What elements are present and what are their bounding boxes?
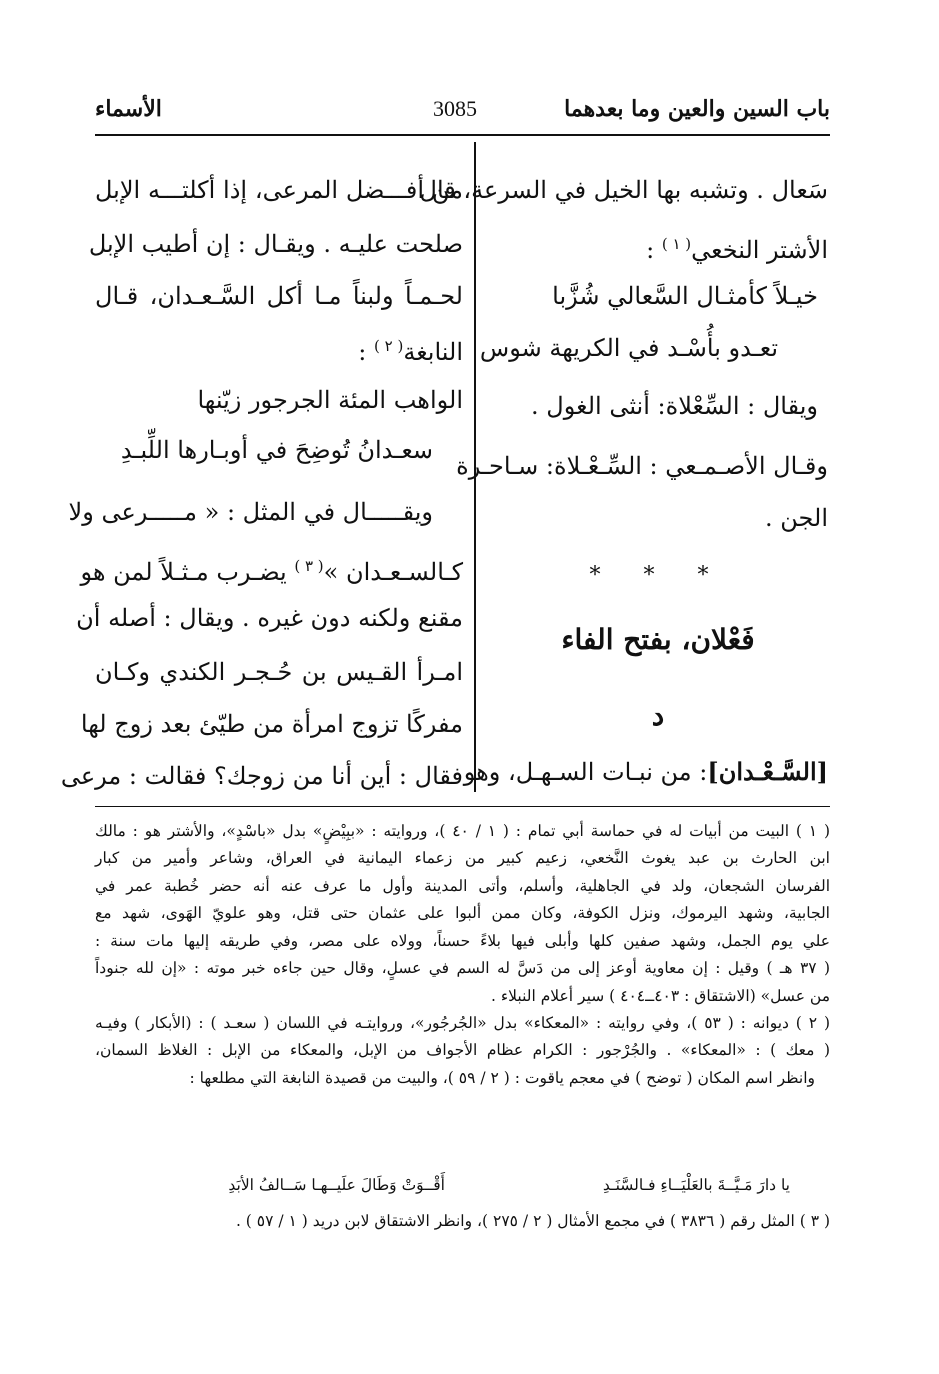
footnote-line: من عسل» (الاشتقاق : ٤٠٣ــ٤٠٤ ) سير أعلام النبلاء . bbox=[491, 987, 830, 1005]
footnote-ref: ( ١ ) bbox=[661, 235, 692, 253]
text-line bbox=[358, 328, 463, 364]
text-segment: الأشتر النخعي bbox=[691, 236, 828, 264]
page-number: 3085 bbox=[433, 96, 477, 121]
header-rule bbox=[95, 134, 830, 136]
verse-first-hemistich: يا دارَ مَـيَّــةَ بالعَلْيَــاءِ فـالسَّنَـدِ bbox=[602, 1176, 790, 1194]
text-line: الجن . bbox=[765, 504, 828, 532]
page-header bbox=[95, 96, 830, 132]
footnote-line: ( ٣٧ هـ ) وقيل : إن معاوية أوعز إلى من دَسَّ له السم في عسلٍ، وقال حين جاءه خبر موته : «إن لله جنوداً bbox=[95, 959, 830, 977]
text-line: ويقال : السِّعْلاة: أنثى الغول . bbox=[531, 392, 818, 420]
text-line: لحـمـاً ولبناً مـا أكل السَّـعـدان، قـال bbox=[95, 282, 463, 310]
entry-text: : من نبـات السـهـل، وهو bbox=[463, 758, 708, 786]
column-divider bbox=[474, 142, 476, 792]
entry-term: [السَّـعْـدان] bbox=[707, 757, 828, 786]
footnote-line: وانظر اسم المكان ( توضح ) في معجم ياقوت : ( ٢ / ٥٩ )، والبيت من قصيدة النابغة التي مطلعها : bbox=[189, 1069, 815, 1087]
footnote-verse bbox=[150, 1172, 830, 1198]
header-left-title: الأسماء bbox=[95, 96, 162, 122]
text-line: وقـال الأصـمـعي : السِّـعْـلاة: سـاحـرة bbox=[456, 452, 828, 480]
text-line: صلحت عليـه . ويقـال : إن أطيب الإبل bbox=[88, 230, 463, 258]
footnote-rule bbox=[95, 806, 830, 807]
colon: : bbox=[358, 338, 367, 366]
text-line: من أفـــضل المرعى، إذا أكلتـــه الإبل bbox=[95, 176, 463, 204]
footnote-line: الفرسان الشجعان، ولد في الجاهلية، وأسلم، وأتى المدينة وأول ما عرف عنه أنه حضر خُطبة عمر في bbox=[95, 877, 830, 895]
verse-line: تعـدو بأُسْـد في الكريهة شوس bbox=[479, 334, 778, 362]
footnote-line: ابن الحارث بن عبد يغوث النَّخعي، زعيم كبير من زعماء اليمانية في العراق، وشاعر وأمير من كبار bbox=[95, 849, 830, 867]
verse-second-hemistich: أَقْــوَتْ وَطَالَ علَيــهـا سَــالفُ الأبَدِ bbox=[228, 1176, 445, 1194]
footnote-line: ( معك ) : «المعكاء» . والجُرْجور : الكرام عظام الأجواف من الإبل، والمعكاء من الإبل : الغلاظ السمان، bbox=[95, 1041, 830, 1059]
section-letter: د bbox=[651, 699, 665, 732]
footnote-line: ( ١ ) البيت من أبيات له في حماسة أبي تمام : ( ١ / ٤٠ )، وروايته : «ببِيْضٍ» بدل «باسْدٍ»، والأشتر هو : مالك bbox=[95, 822, 830, 840]
footnote-line: ( ٣ ) المثل رقم ( ٣٨٣٦ ) في مجمع الأمثال ( ٢ / ٢٧٥ )، وانظر الاشتقاق لابن دريد ( ١ / ٥٧ ) . bbox=[235, 1212, 830, 1230]
colon: : bbox=[646, 236, 655, 264]
text-line: فقال : أين أنا من زوجك؟ فقالت : مرعى bbox=[60, 762, 463, 790]
text-segment: النابغة bbox=[403, 338, 463, 366]
footnote-line: علي يوم الجمل، وشهد صفين كلها وأبلى فيها بلاءً حسناً، وولاه على مصر، وفي طريقه إليها مات سنة : bbox=[95, 932, 830, 950]
text-line: مقنع ولكنه دون غيره . ويقال : أصله أن bbox=[76, 604, 463, 632]
footnote-line: الجابية، وشهد اليرموك، ونزل الكوفة، وكان ممن ألبوا على عثمان حتى قتل، وهو علويّ الهَوى، شهد مع bbox=[95, 904, 830, 922]
footnote-ref: ( ٢ ) bbox=[374, 337, 404, 355]
section-heading: فَعْلان، بفتح الفاء bbox=[561, 623, 755, 656]
footnote-line: ( ٢ ) ديوانه : ( ٥٣ )، وفي روايته : «المعكاء» بدل «الجُرجُور»، وروايتـه في اللسان ( سعـد ) : (الأبكار ) وفيـه bbox=[95, 1014, 830, 1032]
text-line bbox=[646, 226, 828, 262]
text-line: مفركًا تزوج امرأة من طيّئ بعد زوج لها bbox=[80, 710, 463, 738]
text-segment: يضـرب مـثـلاً لمن هو bbox=[80, 558, 287, 586]
footnote-ref: ( ٣ ) bbox=[294, 557, 324, 575]
separator-stars: * * * bbox=[589, 563, 727, 588]
text-line: سَعال . وتشبه بها الخيل في السرعة، قال bbox=[419, 176, 828, 204]
text-line bbox=[80, 548, 463, 584]
verse-line: سعـدانُ تُوضِحَ في أوبـارها اللِّبـدِ bbox=[120, 436, 433, 464]
header-right-title: باب السين والعين وما بعدهما bbox=[564, 96, 830, 122]
verse-line: خيـلاً كأمثـال السَّعالي شُزَّبا bbox=[552, 282, 818, 310]
text-line: امـرأ القـيس بن حُـجـر الكندي وكـان bbox=[95, 658, 463, 686]
entry-line bbox=[464, 754, 828, 790]
verse-line: الواهب المئة الجرجور زيّنها bbox=[197, 386, 463, 414]
text-segment: كـالسـعـدان » bbox=[323, 558, 463, 586]
text-line: ويقـــــال في المثل : « مـــــرعى ولا bbox=[68, 498, 433, 526]
